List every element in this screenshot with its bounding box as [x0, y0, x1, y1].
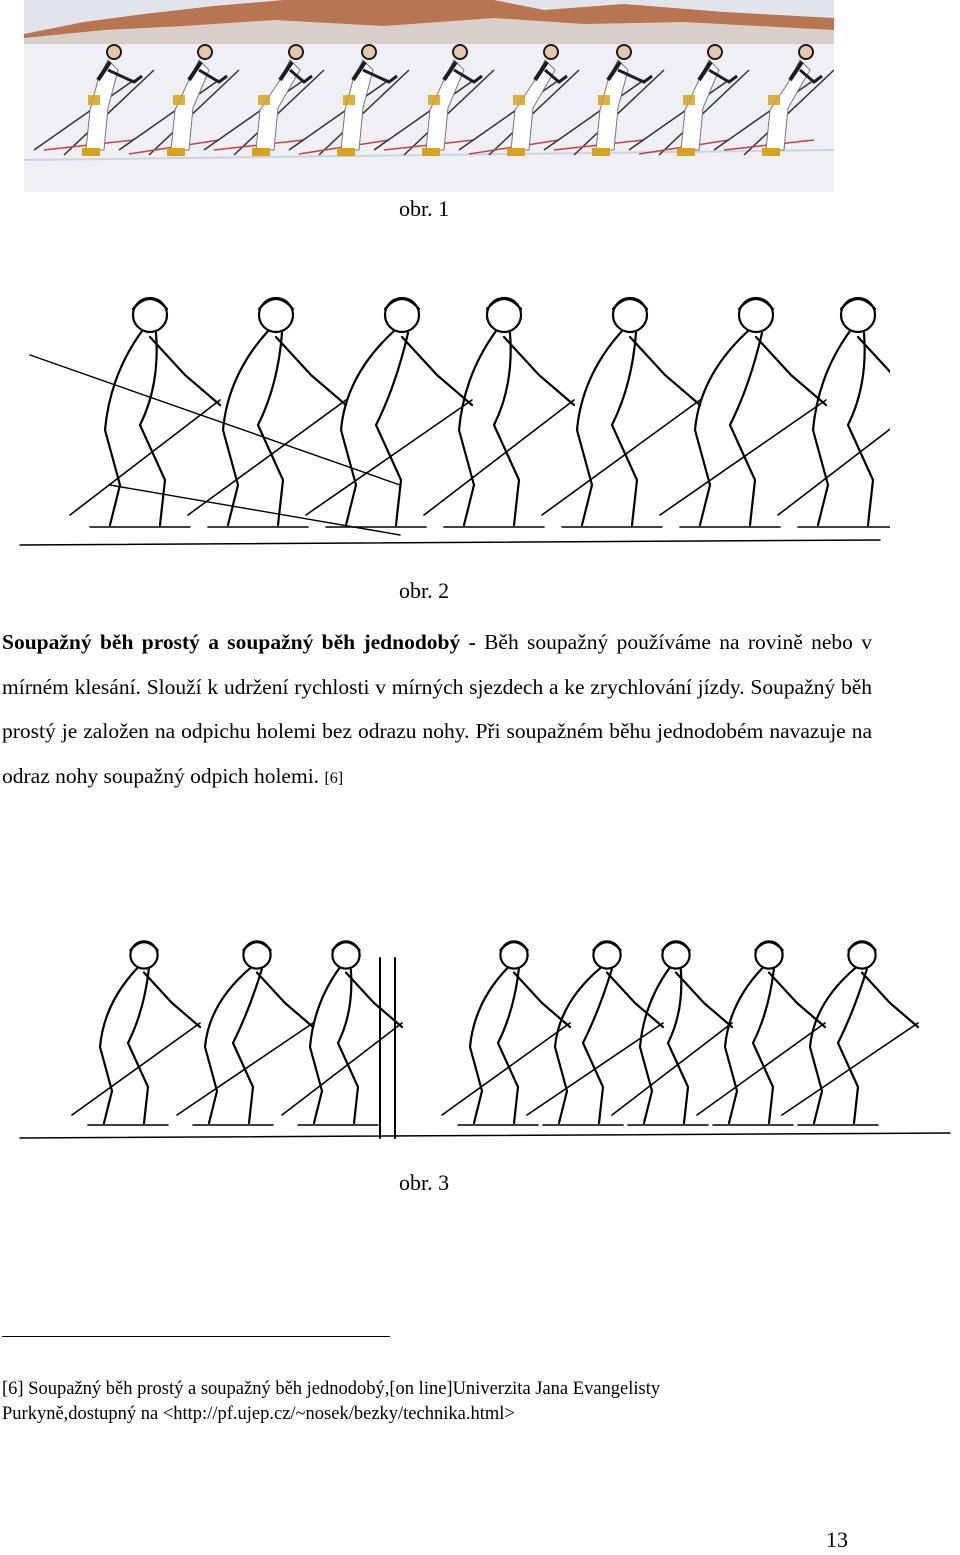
figure-2-drawing: [0, 235, 890, 560]
footnote: [2, 1377, 942, 1427]
skier-outline: [697, 941, 825, 1125]
figure-1-graphic: [24, 0, 834, 192]
skier-outline: [778, 298, 890, 527]
skier-outline: [188, 298, 346, 527]
skier-outline: [442, 941, 570, 1125]
figure-2-skier-sequence: [20, 298, 890, 545]
figure-2-caption: obr. 2: [399, 578, 450, 603]
skier-outline: [70, 298, 220, 527]
footnote-separator: [2, 1336, 390, 1337]
skier-outline: [424, 298, 574, 527]
skier-outline: [72, 941, 200, 1125]
skier-outline: [282, 941, 402, 1125]
body-paragraph: [2, 620, 872, 801]
figure-2-graphic: [0, 235, 890, 560]
skier-outline: [612, 941, 732, 1125]
skier-outline: [782, 941, 918, 1125]
citation-ref: [6]: [324, 769, 344, 787]
figure-3-graphic: [0, 888, 958, 1150]
skier-outline: [542, 298, 700, 527]
figure-1-photo: [24, 0, 834, 192]
figure-3-ground: [20, 1133, 950, 1138]
skier-outline: [177, 941, 313, 1125]
section-body: Běh soupažný používáme na rovině nebo v mírném klesání. Slouží k udržení rychlosti v mírných sjezdech a ke zrychlování jízdy. Soupažný běh prostý je založen na odpichu holemi bez odrazu nohy. Při soupažném běhu jednodobém navazuje na odraz nohy soupažný odpich holemi.: [2, 630, 872, 788]
figure-3-drawing: [0, 888, 958, 1150]
figure-1-caption: obr. 1: [399, 196, 450, 221]
skier-outline: [306, 298, 472, 527]
figure-2-ground: [20, 540, 880, 545]
skier-outline: [660, 298, 826, 527]
footnote-line-1: [6] Soupažný běh prostý a soupažný běh jednodobý,[on line]Univerzita Jana Evangelisty: [2, 1379, 661, 1399]
figure-3-caption: obr. 3: [399, 1170, 450, 1195]
page-number: 13: [826, 1527, 848, 1552]
section-heading: Soupažný běh prostý a soupažný běh jednodobý -: [2, 630, 476, 654]
figure-3-skier-sequence: [20, 941, 950, 1138]
footnote-line-2: Purkyně,dostupný na <http://pf.ujep.cz/~nosek/bezky/technika.html>: [2, 1404, 515, 1424]
